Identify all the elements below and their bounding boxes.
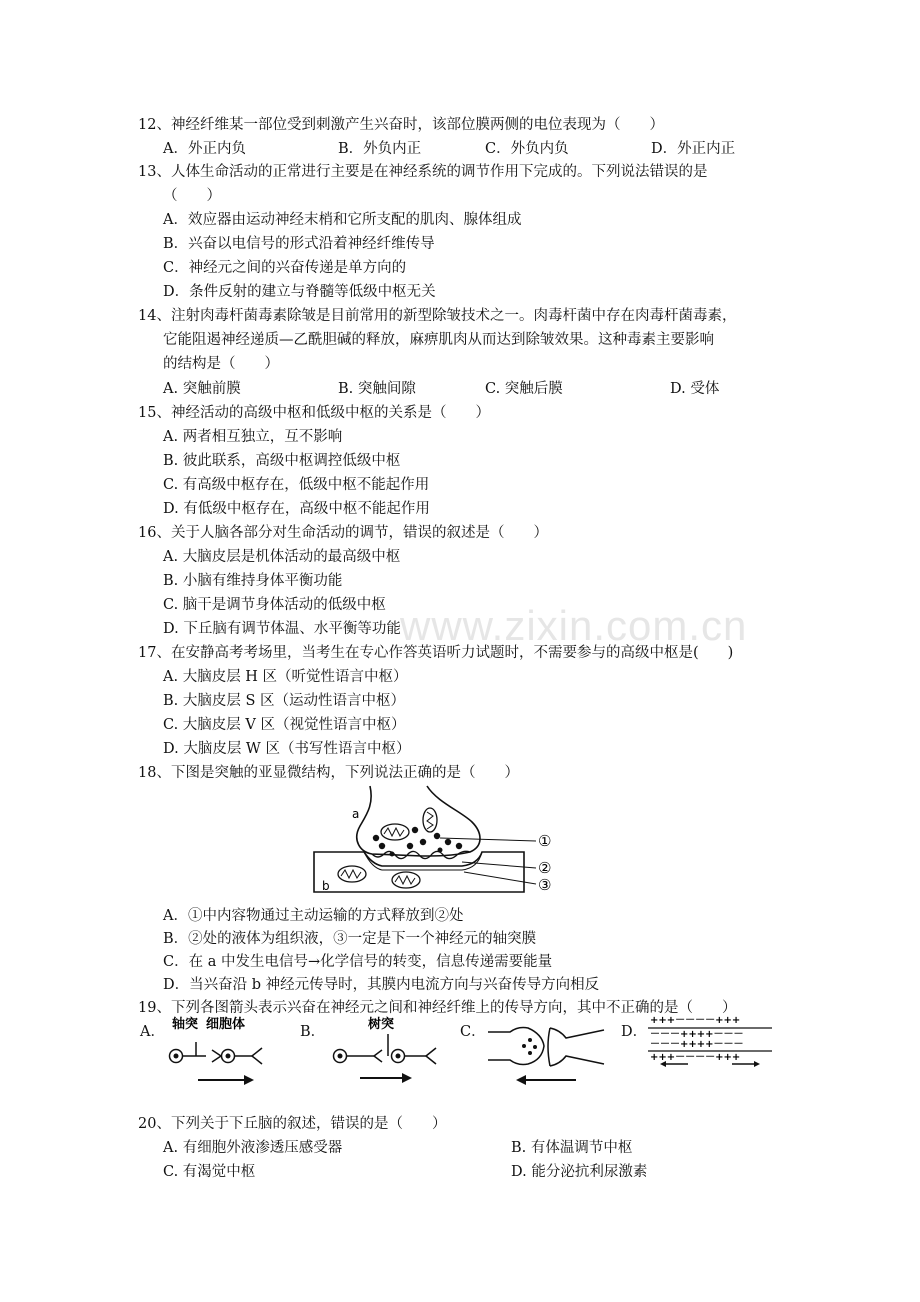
q16-option-a: A. 大脑皮层是机体活动的最高级中枢 (163, 549, 401, 565)
q12-option-c: C．外负内负 (485, 141, 569, 157)
fig18-marker-3: ③ (538, 876, 552, 894)
q18-option-b: B．②处的液体为组织液，③一定是下一个神经元的轴突膜 (163, 931, 537, 947)
q17-option-d: D. 大脑皮层 W 区（书写性语言中枢） (163, 741, 411, 757)
q16-stem: 16、关于人脑各部分对生命活动的调节，错误的叙述是（ ） (138, 525, 548, 541)
fig-d-row1: +++－－－－+++ (650, 1015, 741, 1026)
q13-stem-line1: 13、人体生命活动的正常进行主要是在神经系统的调节作用下完成的。下列说法错误的是 (138, 164, 708, 180)
fig18-marker-1: ① (538, 832, 552, 850)
fig-d-row4: +++－－－－+++ (650, 1052, 741, 1063)
q16-option-c: C. 脑干是调节身体活动的低级中枢 (163, 597, 386, 613)
q18-option-c: C．在 a 中发生电信号→化学信号的转变，信息传递需要能量 (163, 954, 553, 970)
q13-option-c: C．神经元之间的兴奋传递是单方向的 (163, 260, 407, 276)
q12-option-d: D．外正内正 (651, 141, 736, 157)
fig18-marker-2: ② (538, 859, 552, 877)
fig-d-row3: －－－++++－－－ (650, 1039, 744, 1050)
q15-option-d: D. 有低级中枢存在，高级中枢不能起作用 (163, 501, 430, 517)
fig18-label-a: a (352, 807, 360, 821)
q20-option-c: C. 有渴觉中枢 (163, 1164, 256, 1180)
q19-figure-b (326, 1012, 450, 1092)
q18-option-a: A．①中内容物通过主动运输的方式释放到②处 (163, 908, 464, 924)
q13-option-d: D．条件反射的建立与脊髓等低级中枢无关 (163, 284, 436, 300)
q13-stem-line2: （ ） (163, 188, 221, 204)
q14-option-a: A. 突触前膜 (163, 381, 241, 397)
q12-stem: 12、神经纤维某一部位受到刺激产生兴奋时，该部位膜两侧的电位表现为（ ） (138, 117, 664, 133)
q14-stem-line3: 的结构是（ ） (163, 356, 279, 372)
q20-option-d: D. 能分泌抗利尿激素 (511, 1164, 648, 1180)
q16-option-b: B. 小脑有维持身体平衡功能 (163, 573, 343, 589)
q19-figure-c (486, 1016, 608, 1092)
q12-option-a: A．外正内负 (163, 141, 246, 157)
q18-stem: 18、下图是突触的亚显微结构，下列说法正确的是（ ） (138, 765, 519, 781)
q19-letter-c: C． (460, 1024, 486, 1040)
q16-option-d: D. 下丘脑有调节体温、水平衡等功能 (163, 621, 401, 637)
q17-option-b: B. 大脑皮层 S 区（运动性语言中枢） (163, 693, 406, 709)
q14-option-d: D. 受体 (670, 381, 720, 397)
q20-option-b: B. 有体温调节中枢 (511, 1140, 633, 1156)
q13-option-a: A．效应器由运动神经末梢和它所支配的肌肉、腺体组成 (163, 212, 522, 228)
q15-option-c: C. 有高级中枢存在，低级中枢不能起作用 (163, 477, 430, 493)
q17-stem: 17、在安静高考考场里，当考生在专心作答英语听力试题时，不需要参与的高级中枢是( ) (138, 645, 734, 661)
q20-stem: 20、下列关于下丘脑的叙述，错误的是（ ） (138, 1116, 447, 1132)
q19-stem: 19、下列各图箭头表示兴奋在神经元之间和神经纤维上的传导方向，其中不正确的是（ ） (138, 1000, 737, 1016)
watermark: www.zixin.com.cn (400, 602, 748, 649)
q19-letter-a: A． (140, 1024, 165, 1040)
q13-option-b: B．兴奋以电信号的形式沿着神经纤维传导 (163, 236, 435, 252)
q19-letter-d: D． (621, 1024, 648, 1040)
q17-option-a: A. 大脑皮层 H 区（听觉性语言中枢） (163, 669, 408, 685)
q15-stem: 15、神经活动的高级中枢和低级中枢的关系是（ ） (138, 405, 490, 421)
q17-option-c: C. 大脑皮层 V 区（视觉性语言中枢） (163, 717, 406, 733)
q15-option-b: B. 彼此联系，高级中枢调控低级中枢 (163, 453, 401, 469)
fig-a-label-soma: 细胞体 (206, 1017, 246, 1032)
q14-option-b: B. 突触间隙 (338, 381, 416, 397)
fig-d-row2: －－－++++－－－ (650, 1029, 744, 1040)
fig-b-label-dendrite: 树突 (368, 1017, 395, 1032)
q18-option-d: D．当兴奋沿 b 神经元传导时，其膜内电流方向与兴奋传导方向相反 (163, 977, 600, 993)
q14-stem-line2: 它能阻遏神经递质—乙酰胆碱的释放，麻痹肌肉从而达到除皱效果。这种毒素主要影响 (163, 332, 714, 348)
q19-letter-b: B． (300, 1024, 326, 1040)
q19-figure-a (162, 1012, 282, 1092)
fig-a-label-axon: 轴突 (172, 1017, 199, 1032)
q20-option-a: A. 有细胞外液渗透压感受器 (163, 1140, 343, 1156)
fig18-label-b: b (322, 879, 330, 893)
q15-option-a: A. 两者相互独立，互不影响 (163, 429, 343, 445)
q19-figure-d (644, 1012, 776, 1068)
q14-option-c: C. 突触后膜 (485, 381, 563, 397)
q12-option-b: B．外负内正 (338, 141, 422, 157)
synapse-diagram (312, 784, 574, 900)
q14-stem-line1: 14、注射肉毒杆菌毒素除皱是目前常用的新型除皱技术之一。肉毒杆菌中存在肉毒杆菌毒素， (138, 308, 737, 324)
